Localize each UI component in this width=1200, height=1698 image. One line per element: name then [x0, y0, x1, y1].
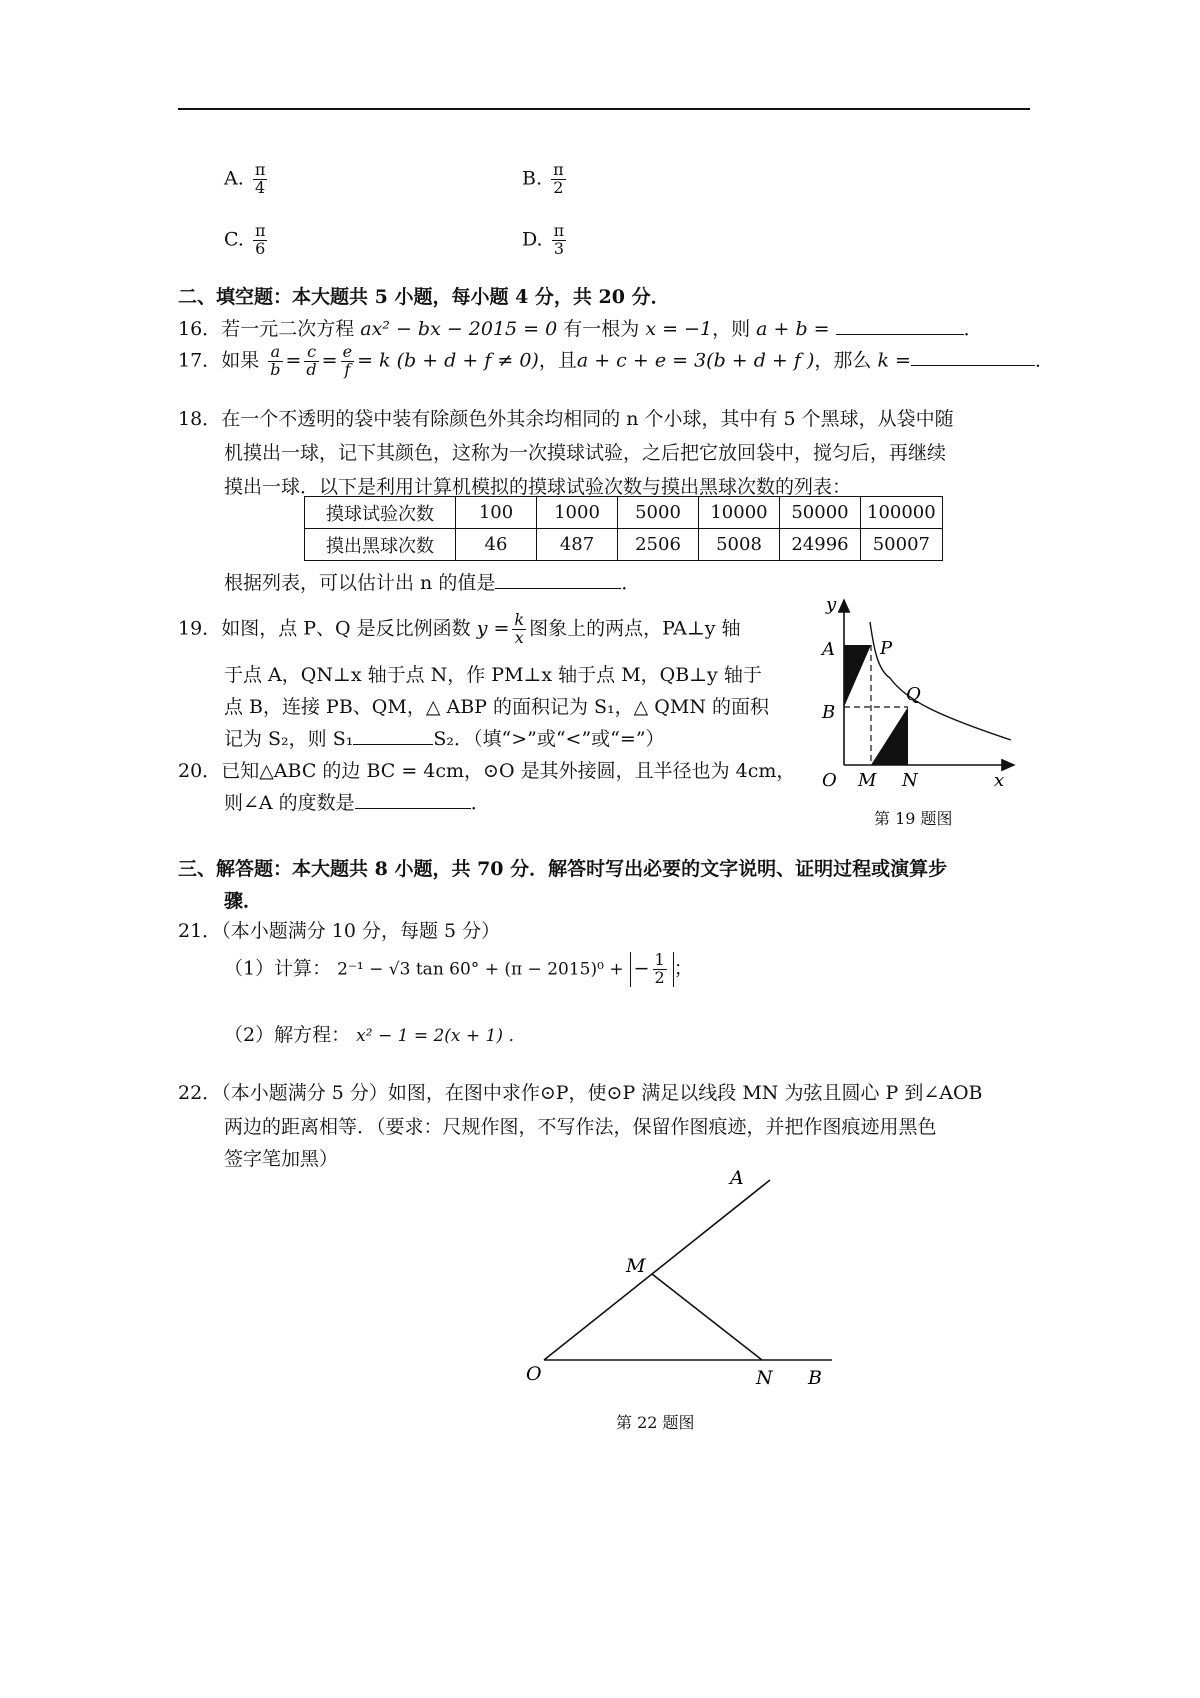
question-21-head: 21．（本小题满分 10 分，每题 5 分）	[178, 920, 501, 942]
choice-c	[224, 223, 270, 258]
question-22-line2: 两边的距离相等．（要求：尺规作图，不写作法，保留作图痕迹，并把作图痕迹用黑色	[224, 1116, 937, 1138]
question-18-line1: 18．在一个不透明的袋中装有除颜色外其余均相同的 n 个小球，其中有 5 个黑球，从袋中随	[178, 408, 954, 430]
label-m: M	[626, 1255, 646, 1277]
question-18-after: 根据列表，可以估计出 n 的值是 ．	[224, 572, 641, 594]
question-19-line2: 于点 A，QN⊥x 轴于点 N，作 PM⊥x 轴于点 M，QB⊥y 轴于	[224, 664, 762, 686]
question-21-part1: （1）计算： 2⁻¹ − √3 tan 60° + (π − 2015)⁰ + − $\frac{1}{2}$ ；	[224, 950, 693, 987]
question-16: 16．若一元二次方程 ax² − bx − 2015 = 0 有一根为 x = −1，则 a + b = ．	[178, 318, 983, 340]
table-row: 摸出黑球次数 46 487 2506 5008 24996 50007	[305, 529, 943, 561]
question-20-line1: 20．已知△ABC 的边 BC = 4cm，⊙O 是其外接圆，且半径也为 4cm，	[178, 760, 796, 782]
label-a: A	[730, 1168, 744, 1189]
label-o: O	[822, 770, 837, 791]
choice-a-frac: $\frac{\pi}{4}$	[254, 160, 266, 197]
figure-19	[806, 590, 1026, 820]
label-a: A	[822, 639, 835, 660]
choice-b-frac: $\frac{\pi}{2}$	[553, 160, 564, 197]
figure-22-caption: 第 22 题图	[616, 1413, 695, 1432]
choice-a	[224, 162, 270, 197]
question-20-line2: 则∠A 的度数是 ．	[224, 792, 490, 814]
label-p: P	[880, 638, 893, 659]
question-18-line2: 机摸出一球，记下其颜色，这称为一次摸球试验，之后把它放回袋中，搅匀后，再继续	[224, 442, 947, 464]
segment-mn	[652, 1274, 762, 1360]
answer-blank-18[interactable]	[495, 572, 621, 589]
question-19-line1: 19．如图，点 P、Q 是反比例函数 y = $\frac{k}{x}$ 图象上的两点，PA⊥y 轴	[178, 610, 741, 647]
answer-blank-19[interactable]	[353, 728, 433, 745]
question-19-line3: 点 B，连接 PB、QM，△ ABP 的面积记为 S₁，△ QMN 的面积	[224, 696, 769, 718]
q17-frac-c-d: $\frac{c}{d}$	[306, 342, 317, 379]
question-21-part2: （2）解方程： x² − 1 = 2(x + 1) ．	[224, 1024, 526, 1046]
section3-heading: 三、解答题：本大题共 8 小题，共 70 分．解答时写出必要的文字说明、证明过程或演算步	[178, 858, 948, 880]
label-n: N	[756, 1367, 773, 1389]
question-19-line4: 记为 S₂，则 S₁ S₂．（填“>”或“<”或“=”）	[224, 728, 665, 750]
q21-equation: x² − 1 = 2(x + 1) ．	[356, 1026, 526, 1046]
abs-value: − $\frac{1}{2}$	[630, 952, 674, 987]
choice-b	[522, 162, 569, 197]
question-22-line3: 签字笔加黑）	[224, 1148, 339, 1170]
answer-blank-17[interactable]	[911, 349, 1035, 366]
figure-19-caption: 第 19 题图	[874, 809, 953, 828]
label-n: N	[902, 770, 918, 791]
label-m: M	[858, 770, 877, 791]
answer-blank-20[interactable]	[355, 792, 471, 809]
q17-frac-a-b: $\frac{a}{b}$	[270, 342, 281, 379]
choice-d-frac: $\frac{\pi}{3}$	[553, 221, 565, 258]
choice-a-label: A.	[224, 167, 244, 190]
q16-equation: ax² − bx − 2015 = 0	[360, 318, 558, 340]
section3-heading-cont: 骤．	[224, 890, 263, 912]
table-row: 摸球试验次数 100 1000 5000 10000 50000 100000	[305, 497, 943, 529]
choice-b-label: B.	[522, 167, 543, 190]
choice-c-frac: $\frac{\pi}{6}$	[254, 221, 266, 258]
question-17: 17．如果 $\frac{a}{b}$ = $\frac{c}{d}$ = $\frac{e}{f}$ = k (b + d + f ≠ 0)，且a + c + e = 3(b + d + f )，那么 k = ．	[178, 342, 1054, 379]
triangle-qmn	[871, 707, 908, 765]
ray-oa	[544, 1180, 770, 1360]
choice-d-label: D.	[522, 228, 543, 251]
question-18-line3: 摸出一球．以下是利用计算机模拟的摸球试验次数与摸出黑球次数的列表：	[224, 476, 852, 498]
choice-d	[522, 223, 569, 258]
choice-c-label: C.	[224, 228, 244, 251]
q19-frac: $\frac{k}{x}$	[514, 610, 525, 647]
question-22-line1: 22．（本小题满分 5 分）如图，在图中求作⊙P，使⊙P 满足以线段 MN 为弦且圆心 P 到∠AOB	[178, 1082, 983, 1104]
triangle-abp	[844, 645, 871, 707]
q21-expression: 2⁻¹ − √3 tan 60° + (π − 2015)⁰ +	[337, 959, 624, 980]
section2-heading: 二、填空题：本大题共 5 小题，每小题 4 分，共 20 分．	[178, 286, 670, 308]
answer-blank-16[interactable]	[836, 318, 964, 335]
label-x: x	[994, 770, 1005, 791]
header-rule	[178, 108, 1030, 110]
label-o: O	[526, 1363, 542, 1385]
trial-table	[304, 496, 943, 561]
label-b: B	[808, 1367, 822, 1389]
label-q: Q	[906, 684, 921, 705]
figure-22	[520, 1168, 860, 1398]
label-b: B	[822, 702, 836, 723]
label-y: y	[826, 594, 837, 615]
q17-frac-e-f: $\frac{e}{f}$	[342, 342, 353, 379]
